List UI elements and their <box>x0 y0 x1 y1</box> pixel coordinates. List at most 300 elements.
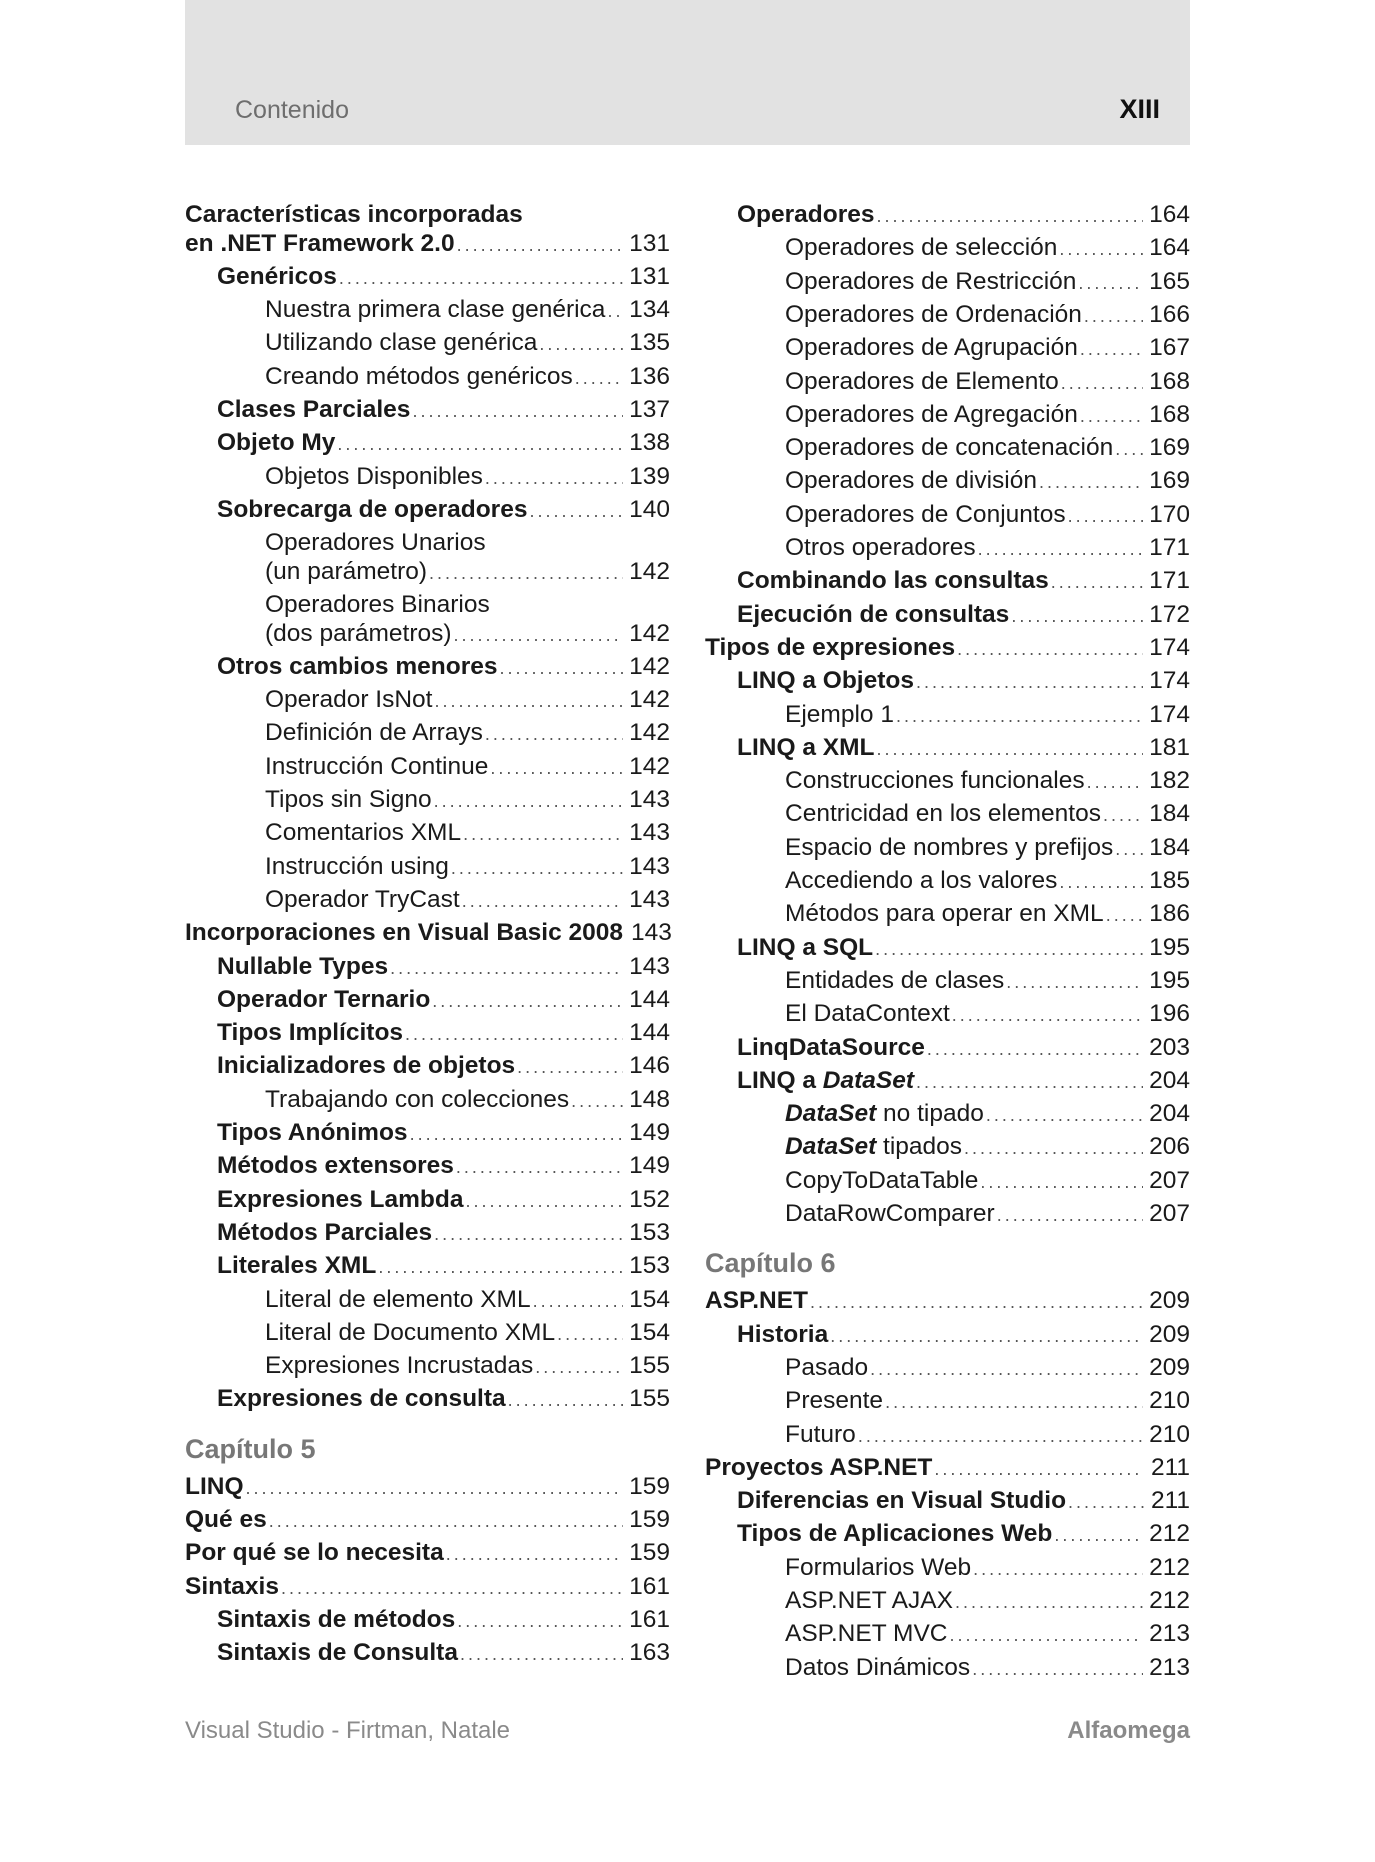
toc-page-number: 154 <box>629 1318 670 1346</box>
toc-entry-title: Entidades de clases <box>785 966 1005 994</box>
toc-page-number: 171 <box>1149 567 1190 595</box>
toc-page-number: 146 <box>629 1052 670 1080</box>
dot-leader <box>575 363 623 393</box>
toc-page-number: 204 <box>1149 1100 1190 1128</box>
toc-entry-title: Expresiones de consulta <box>217 1385 506 1413</box>
dot-leader <box>957 634 1143 664</box>
toc-entry[interactable] <box>185 685 670 716</box>
toc-entry-title: Operadores de Agregación <box>785 400 1078 428</box>
toc-entry[interactable] <box>705 267 1190 298</box>
toc-entry-title: Nullable Types <box>217 952 389 980</box>
toc-entry-title: Formularios Web <box>785 1553 972 1581</box>
toc-entry[interactable] <box>185 652 670 683</box>
toc-entry[interactable] <box>185 818 670 849</box>
toc-page-number: 159 <box>629 1472 670 1500</box>
toc-page-number: 203 <box>1149 1033 1190 1061</box>
toc-page-number: 131 <box>629 229 670 257</box>
toc-page-number: 164 <box>1149 234 1190 262</box>
toc-page-number: 211 <box>1150 1487 1190 1515</box>
toc-page-number: 138 <box>629 429 670 457</box>
toc-page-number: 210 <box>1149 1387 1190 1415</box>
toc-entry[interactable] <box>705 533 1190 564</box>
toc-page-number: 210 <box>1149 1420 1190 1448</box>
toc-entry-title: DataSet tipados <box>785 1133 963 1161</box>
toc-entry-title: ASP.NET AJAX <box>785 1587 953 1614</box>
dot-leader <box>927 1034 1143 1064</box>
dot-leader <box>916 667 1143 697</box>
toc-entry[interactable] <box>705 1066 1190 1097</box>
toc-page-number: 195 <box>1149 933 1190 961</box>
toc-entry-title: Expresiones Lambda <box>217 1185 464 1213</box>
dot-leader <box>529 496 623 526</box>
toc-page-number: 209 <box>1149 1320 1190 1348</box>
toc-entry[interactable] <box>185 395 670 426</box>
toc-page-number: 174 <box>1149 700 1190 728</box>
dot-leader <box>1006 967 1143 997</box>
dot-leader <box>955 1587 1143 1617</box>
toc-page-number: 166 <box>1149 300 1190 328</box>
toc-entry[interactable] <box>705 1586 1190 1617</box>
dot-leader <box>1011 601 1143 631</box>
toc-entry-title: Inicializadores de objetos <box>217 1052 516 1080</box>
toc-entry[interactable] <box>185 495 670 526</box>
toc-entry[interactable] <box>705 300 1190 331</box>
toc-entry-title: Creando métodos genéricos <box>265 362 573 390</box>
toc-entry[interactable] <box>185 1384 670 1415</box>
toc-entry-title: Definición de Arrays <box>265 719 483 747</box>
toc-entry[interactable] <box>705 1286 1190 1317</box>
dot-leader <box>870 1354 1143 1384</box>
toc-entry-title: Ejecución de consultas <box>737 600 1010 628</box>
dot-leader <box>858 1421 1143 1451</box>
dot-leader <box>339 263 623 293</box>
dot-leader <box>281 1573 623 1603</box>
toc-page-number: 168 <box>1149 367 1190 395</box>
toc-entry-title: LINQ a Objetos <box>737 667 914 695</box>
toc-entry-title: LINQ a XML <box>737 733 875 761</box>
toc-entry[interactable] <box>705 1353 1190 1384</box>
toc-entry[interactable] <box>185 1118 670 1149</box>
toc-entry-title: ASP.NET MVC <box>785 1620 948 1648</box>
toc-entry-title: Instrucción using <box>265 852 449 880</box>
toc-entry[interactable] <box>705 233 1190 264</box>
toc-entry[interactable] <box>705 333 1190 364</box>
toc-page-number: 181 <box>1149 733 1190 761</box>
toc-entry[interactable] <box>185 328 670 359</box>
toc-entry[interactable] <box>705 400 1190 431</box>
toc-entry-title: El DataContext <box>785 1000 950 1028</box>
toc-entry[interactable] <box>705 1619 1190 1650</box>
chapter-heading: Capítulo 5 <box>185 1433 316 1464</box>
dot-leader <box>508 1385 623 1415</box>
dot-leader <box>1103 800 1143 830</box>
toc-entry-title: LinqDataSource <box>737 1033 925 1061</box>
dot-leader <box>462 886 623 916</box>
toc-entry-title: Literal de Documento XML <box>265 1318 556 1346</box>
toc-entry-title: Literales XML <box>217 1252 377 1280</box>
toc-entry[interactable] <box>705 1519 1190 1550</box>
dot-leader <box>499 653 623 683</box>
toc-entry[interactable] <box>705 866 1190 897</box>
header-section-title: Contenido <box>235 96 349 124</box>
toc-page-number: 171 <box>1149 534 1190 561</box>
dot-leader <box>1078 268 1143 298</box>
dot-leader <box>1084 301 1143 331</box>
dot-leader <box>485 719 623 749</box>
toc-entry-title: Tipos Anónimos <box>217 1119 408 1146</box>
toc-page-number: 142 <box>629 719 670 747</box>
toc-entry[interactable] <box>705 566 1190 597</box>
dot-leader <box>465 1186 623 1216</box>
toc-entry[interactable] <box>185 1251 670 1282</box>
toc-entry-title: Operadores de Ordenación <box>785 300 1082 328</box>
toc-entry-title: LINQ a SQL <box>737 933 874 961</box>
toc-entry-title: en .NET Framework 2.0 <box>185 229 455 257</box>
dot-leader <box>952 1000 1143 1030</box>
toc-entry-title-first-line: Características incorporadas <box>185 201 523 228</box>
toc-entry[interactable] <box>185 1085 670 1116</box>
toc-entry[interactable] <box>185 1285 670 1316</box>
footer-book-title: Visual Studio - Firtman, Natale <box>185 1717 511 1744</box>
toc-entry-title: Objeto My <box>217 429 336 457</box>
toc-page-number: 143 <box>631 919 672 947</box>
toc-entry[interactable] <box>185 1605 670 1636</box>
dot-leader <box>1115 834 1143 864</box>
toc-entry[interactable] <box>185 295 670 326</box>
toc-page-number: 207 <box>1149 1166 1190 1194</box>
toc-entry-title: Operadores de Agrupación <box>785 334 1078 362</box>
toc-entry-title: Operadores de concatenación <box>785 434 1114 462</box>
toc-page-number: 143 <box>629 786 670 813</box>
toc-entry[interactable] <box>705 200 1190 231</box>
toc-entry-title: LINQ <box>185 1472 244 1500</box>
toc-entry[interactable] <box>185 885 670 916</box>
toc-entry[interactable] <box>705 1033 1190 1064</box>
toc-page-number: 174 <box>1149 633 1190 661</box>
dot-leader <box>1051 567 1143 597</box>
dot-leader <box>1054 1520 1143 1550</box>
toc-page-number: 142 <box>629 557 670 585</box>
dot-leader <box>460 1639 623 1669</box>
toc-page-number: 142 <box>629 619 670 647</box>
dot-leader <box>1061 368 1143 398</box>
toc-entry-title: Espacio de nombres y prefijos <box>785 833 1114 861</box>
toc-page-number: 144 <box>629 1019 670 1047</box>
toc-entry[interactable] <box>705 700 1190 731</box>
toc-entry[interactable] <box>705 633 1190 664</box>
toc-page-number: 155 <box>629 1385 670 1413</box>
toc-entry-title: Expresiones Incrustadas <box>265 1352 534 1380</box>
toc-page-number: 142 <box>629 686 670 714</box>
toc-entry[interactable] <box>705 1553 1190 1584</box>
toc-entry[interactable] <box>185 229 670 260</box>
dot-leader <box>429 558 623 588</box>
dot-leader <box>896 701 1143 731</box>
toc-entry-title: Nuestra primera clase genérica <box>265 296 606 324</box>
toc-entry[interactable] <box>705 433 1190 464</box>
toc-entry-title: Sintaxis de Consulta <box>217 1639 458 1667</box>
toc-entry-title: Genéricos <box>217 262 337 290</box>
toc-entry[interactable] <box>185 1185 670 1216</box>
toc-page-number: 153 <box>629 1252 670 1280</box>
toc-entry[interactable] <box>185 985 670 1016</box>
dot-leader <box>1087 767 1143 797</box>
toc-page-number: 149 <box>629 1119 670 1146</box>
toc-entry-title: Operadores de división <box>785 467 1037 495</box>
dot-leader <box>978 534 1143 564</box>
header-page-number: XIII <box>1119 94 1160 124</box>
dot-leader <box>457 1606 623 1636</box>
toc-page-number: 167 <box>1149 334 1190 362</box>
toc-entry[interactable] <box>705 999 1190 1030</box>
toc-entry[interactable] <box>185 952 670 983</box>
toc-entry-title: Proyectos ASP.NET <box>705 1453 933 1481</box>
toc-entry[interactable] <box>185 1572 670 1603</box>
toc-entry[interactable] <box>185 918 670 949</box>
toc-entry[interactable] <box>705 966 1190 997</box>
dot-leader <box>1106 900 1143 930</box>
toc-entry-title: Operadores <box>737 201 875 228</box>
toc-page-number: 144 <box>629 985 670 1013</box>
toc-page-number: 212 <box>1149 1520 1190 1548</box>
toc-entry-title: ASP.NET <box>705 1287 809 1315</box>
toc-entry-title: (dos parámetros) <box>265 619 452 647</box>
toc-entry[interactable] <box>185 1505 670 1536</box>
dot-leader <box>535 1352 623 1382</box>
toc-entry-title: Literal de elemento XML <box>265 1285 531 1313</box>
dot-leader <box>432 986 623 1016</box>
dot-leader <box>446 1539 623 1569</box>
toc-entry[interactable] <box>185 718 670 749</box>
toc-entry-title: Pasado <box>785 1353 869 1381</box>
toc-entry[interactable] <box>185 1638 670 1669</box>
dot-leader <box>1059 234 1143 264</box>
toc-entry[interactable] <box>705 1486 1190 1517</box>
toc-entry-title: DataRowComparer <box>785 1200 995 1227</box>
toc-page-number: 143 <box>629 885 670 913</box>
dot-leader <box>390 953 623 983</box>
toc-entry-title: Diferencias en Visual Studio <box>737 1487 1067 1515</box>
toc-entry[interactable] <box>185 1218 670 1249</box>
toc-entry[interactable] <box>705 1199 1190 1230</box>
dot-leader <box>607 296 623 326</box>
toc-page-number: 212 <box>1149 1587 1190 1614</box>
toc-page-number: 139 <box>629 462 670 490</box>
dot-leader <box>517 1052 623 1082</box>
toc-entry[interactable] <box>185 1318 670 1349</box>
dot-leader <box>571 1086 623 1116</box>
toc-page-number: 213 <box>1149 1653 1190 1681</box>
toc-entry[interactable] <box>705 1132 1190 1163</box>
toc-entry[interactable] <box>185 1018 670 1049</box>
toc-page-number: 164 <box>1149 201 1190 228</box>
dot-leader <box>490 753 623 783</box>
toc-page-number: 143 <box>629 952 670 980</box>
toc-entry-title: Operador IsNot <box>265 686 433 714</box>
toc-entry[interactable] <box>705 1420 1190 1451</box>
dot-leader <box>405 1019 623 1049</box>
page-header <box>185 0 1190 145</box>
dot-leader <box>533 1286 624 1316</box>
toc-page-number: 209 <box>1149 1287 1190 1315</box>
toc-entry[interactable] <box>705 1653 1190 1684</box>
toc-page-number: 140 <box>629 495 670 523</box>
toc-page-number: 184 <box>1149 800 1190 828</box>
toc-entry-title: LINQ a DataSet <box>737 1066 914 1094</box>
toc-entry-title: Operadores de Elemento <box>785 367 1059 395</box>
toc-entry-title: Utilizando clase genérica <box>265 329 538 357</box>
dot-leader <box>1059 867 1143 897</box>
toc-entry[interactable] <box>185 619 670 650</box>
dot-leader <box>451 853 623 883</box>
dot-leader <box>434 1219 623 1249</box>
toc-page-number: 137 <box>629 396 670 423</box>
dot-leader <box>997 1200 1143 1230</box>
dot-leader <box>810 1287 1143 1317</box>
toc-entry-title: Tipos de Aplicaciones Web <box>737 1520 1053 1548</box>
toc-entry-title: Operadores de selección <box>785 234 1058 262</box>
toc-entry-title: Historia <box>737 1320 829 1348</box>
toc-entry-title: Combinando las consultas <box>737 567 1049 595</box>
toc-entry-title: Presente <box>785 1387 884 1415</box>
toc-entry[interactable] <box>705 799 1190 830</box>
toc-page-number: 143 <box>629 852 670 880</box>
toc-page-number: 142 <box>629 652 670 680</box>
toc-page-number: 154 <box>629 1285 670 1313</box>
toc-page-number: 152 <box>629 1185 670 1213</box>
dot-leader <box>557 1319 623 1349</box>
dot-leader <box>1115 434 1143 464</box>
dot-leader <box>885 1387 1143 1417</box>
toc-entry-title: Sintaxis de métodos <box>217 1605 456 1633</box>
toc-entry-title: DataSet no tipado <box>785 1100 984 1128</box>
toc-entry[interactable] <box>705 1099 1190 1130</box>
dot-leader <box>980 1167 1143 1197</box>
toc-page-number: 155 <box>629 1352 670 1380</box>
dot-leader <box>1068 501 1144 531</box>
toc-entry-title: Métodos extensores <box>217 1152 454 1180</box>
footer-publisher: Alfaomega <box>1067 1717 1190 1744</box>
dot-leader <box>949 1620 1143 1650</box>
toc-entry-title: Sobrecarga de operadores <box>217 495 528 523</box>
toc-page-number: 134 <box>629 296 670 324</box>
toc-page-number: 211 <box>1150 1453 1190 1481</box>
toc-entry[interactable] <box>705 466 1190 497</box>
toc-entry[interactable] <box>705 600 1190 631</box>
toc-entry-title: Centricidad en los elementos <box>785 800 1101 828</box>
toc-entry[interactable] <box>185 557 670 588</box>
dot-leader <box>435 686 624 716</box>
toc-entry[interactable] <box>705 1386 1190 1417</box>
toc-entry[interactable] <box>705 766 1190 797</box>
toc-page-number: 212 <box>1149 1553 1190 1581</box>
toc-page-number: 142 <box>629 752 670 780</box>
toc-page-number: 135 <box>629 329 670 357</box>
dot-leader <box>1080 334 1143 364</box>
dot-leader <box>456 1152 623 1182</box>
toc-entry[interactable] <box>185 428 670 459</box>
toc-page-number: 169 <box>1149 434 1190 462</box>
toc-page-number: 174 <box>1149 667 1190 695</box>
toc-page-number: 172 <box>1149 600 1190 628</box>
dot-leader <box>934 1454 1144 1484</box>
toc-page-number: 163 <box>629 1639 670 1667</box>
toc-entry-title: Sintaxis <box>185 1572 279 1600</box>
toc-entry[interactable] <box>185 1472 670 1503</box>
toc-entry-title: Tipos de expresiones <box>705 633 956 661</box>
dot-leader <box>1080 401 1143 431</box>
toc-entry-title: Qué es <box>185 1506 267 1533</box>
dot-leader <box>269 1506 623 1536</box>
toc-entry[interactable] <box>705 666 1190 697</box>
toc-page-number: 196 <box>1149 1000 1190 1028</box>
toc-page-number: 207 <box>1149 1200 1190 1227</box>
dot-leader <box>875 934 1143 964</box>
toc-entry[interactable] <box>705 1453 1190 1484</box>
toc-entry[interactable] <box>185 1351 670 1382</box>
toc-entry[interactable] <box>705 933 1190 964</box>
dot-leader <box>485 463 623 493</box>
toc-entry-title: Por qué se lo necesita <box>185 1539 444 1567</box>
toc-page-number: 143 <box>629 819 670 847</box>
toc-page-number: 159 <box>629 1506 670 1533</box>
toc-entry-title: Operador TryCast <box>265 885 460 913</box>
toc-entry[interactable] <box>185 752 670 783</box>
toc-page-number: 209 <box>1149 1353 1190 1381</box>
toc-entry[interactable] <box>705 833 1190 864</box>
dot-leader <box>986 1100 1143 1130</box>
toc-entry[interactable] <box>705 367 1190 398</box>
toc-page-number: 149 <box>629 1152 670 1180</box>
toc-entry-title: Otros cambios menores <box>217 652 498 680</box>
toc-entry-title-first-line: Operadores Unarios <box>265 529 486 557</box>
dot-leader <box>972 1654 1143 1684</box>
toc-page-number: 165 <box>1149 267 1190 295</box>
toc-entry[interactable] <box>185 852 670 883</box>
toc-entry-title: Métodos para operar en XML <box>785 900 1104 928</box>
toc-entry[interactable] <box>185 785 670 816</box>
toc-entry[interactable] <box>185 1151 670 1182</box>
dot-leader <box>463 819 623 849</box>
dot-leader <box>964 1133 1143 1163</box>
toc-entry[interactable] <box>705 899 1190 930</box>
dot-leader <box>876 734 1143 764</box>
toc-page-number: 195 <box>1149 966 1190 994</box>
toc-entry-title: Operadores de Restricción <box>785 267 1077 295</box>
toc-entry-title: (un parámetro) <box>265 557 428 585</box>
toc-page-number: 161 <box>629 1605 670 1633</box>
toc-entry[interactable] <box>185 1538 670 1569</box>
toc-entry[interactable] <box>705 500 1190 531</box>
dot-leader <box>1039 467 1143 497</box>
dot-leader <box>539 329 623 359</box>
toc-entry[interactable] <box>185 262 670 293</box>
toc-entry[interactable] <box>705 1320 1190 1351</box>
toc-entry[interactable] <box>185 1051 670 1082</box>
toc-entry-title: Accediendo a los valores <box>785 867 1058 894</box>
toc-entry[interactable] <box>705 733 1190 764</box>
dot-leader <box>378 1252 623 1282</box>
toc-entry[interactable] <box>185 362 670 393</box>
toc-page-number: 206 <box>1149 1133 1190 1161</box>
toc-page-number: 159 <box>629 1539 670 1567</box>
toc-entry[interactable] <box>705 1166 1190 1197</box>
toc-entry-title: Otros operadores <box>785 534 976 561</box>
toc-entry-title: Operador Ternario <box>217 985 431 1013</box>
toc-entry-title: Instrucción Continue <box>265 752 489 780</box>
toc-entry[interactable] <box>185 462 670 493</box>
toc-entry-title: Métodos Parciales <box>217 1218 433 1246</box>
